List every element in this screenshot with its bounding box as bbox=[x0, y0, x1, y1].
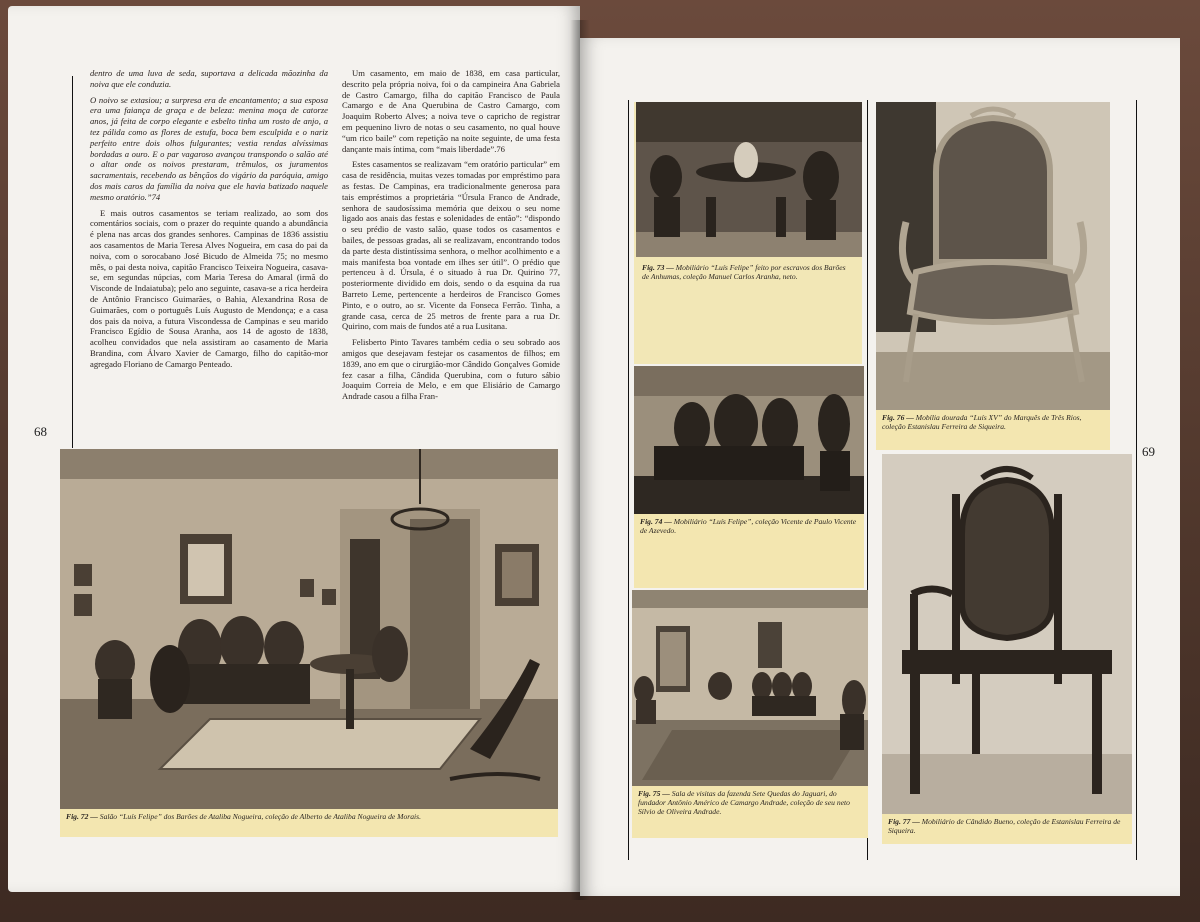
fig-76-photo bbox=[876, 102, 1110, 410]
fig-72-label: Fig. 72 — bbox=[66, 812, 98, 821]
fig-73-caption bbox=[636, 260, 860, 296]
fig-75-photo bbox=[632, 590, 868, 786]
paragraph: dentro de uma luva de seda, suportava a delicada mãozinha da noiva que ele conduzia. bbox=[90, 68, 328, 89]
fig-77-label: Fig. 77 — bbox=[888, 817, 920, 826]
right-margin-rule-left bbox=[628, 100, 629, 860]
paragraph: E mais outros casamentos se teriam realizado, ao som dos comentários sociais, com o prazer do requinte quando a abundância é plena nas arcas dos grandes senhores. Campinas de 1836 assistiu aos casamentos de Maria Teresa Alves Nogueira, em casa do pai da noiva, com o sorocabano José Bicudo de Almeida 75; no mesmo mês, o pai desta noiva, capitão Francisco Teixeira Nogueira, casava-se, em segundas núpcias, com Maria Teresa do Amaral (irmã do Visconde de Indaiatuba); pelo ano seguinte, casava-se a rica herdeira de Antônio Francisco Guimarães, o Bahia, Alexandrina Rosa de Guimarães, com o português Luís Augusto de Mendonça; e a casa dos pais da noiva, a futura Viscondessa de Campinas e seu marido Francisco Egídio de Sousa Aranha, aos 14 de agosto de 1838, acolheu convidados que nela assistiram ao casamento de Maria Brandina, com Álvaro Xavier de Camargo, filho do capitão-mor agregado Floriano de Camargo Penteado. bbox=[90, 207, 328, 369]
fig-76-label: Fig. 76 — bbox=[882, 413, 914, 422]
left-page bbox=[8, 6, 580, 892]
paragraph: Um casamento, em maio de 1838, em casa particular, descrito pela própria noiva, foi o da campineira Ana Gabriela de Castro Camargo, filha do capitão Francisco de Paula Camargo e de Ana Querubina de Castro Camargo, com Joaquim Roberto Alves; a noiva teve o capricho de registrar em pequenino livro de notas o seu casamento, no qual houve “um rico baile” com repetição na noite seguinte, de uma festa dançante mais íntima, com “mais liberdade”.76 bbox=[342, 68, 560, 154]
fig-75-label: Fig. 75 — bbox=[638, 789, 670, 798]
page-number-right: 69 bbox=[1142, 444, 1155, 459]
fig-72-caption bbox=[60, 809, 558, 837]
left-margin-rule bbox=[72, 76, 73, 448]
fig-73-photo bbox=[636, 102, 862, 257]
fig-76-caption bbox=[876, 410, 1110, 450]
fig-74-caption bbox=[634, 514, 864, 588]
text-column-1 bbox=[90, 68, 328, 375]
fig-77-caption bbox=[882, 814, 1132, 844]
fig-73-text: Mobiliário “Luís Felipe” feito por escravos dos Barões de Anhumas, coleção Manuel Carlos Aranha, neto. bbox=[642, 263, 846, 282]
paragraph: Estes casamentos se realizavam “em oratório particular” em casa de residência, muitas vezes tomadas por empréstimo para as festas. De Campinas, era tradicionalmente generosa para tais empréstimos a proprietária “Úrsula Franco de Andrade, senhora de saudosíssima memória que deixou o seu nome ligado aos anais das festas e solenidades de então”: “dispondo o seu prédio de vasto salão, quase todos os casamentos e bailes, de pessoas gradas, ali se realizavam, encontrando todos da parte desta distintíssima senhora, o melhor acolhimento e a mais manifesta boa vontade em ilhes ser útil”. O prédio que pertenceu à d. Úrsula, é o situado à rua Dr. Quirino 77, posteriormente dividido em dois, sendo o da esquina da rua Barreto Leme, pertencente a herdeiros de Francisco Gomes Pinto, e o outro, ao sr. Vicente da Fonseca Ferrão. Tinha, a grande casa, cerca de 25 metros de frente para a rua Dr. Quirino, com mais de fundos até a rua Lusitana. bbox=[342, 159, 560, 332]
paragraph: O noivo se extasiou; a surpresa era de encantamento; a sua esposa era uma faiança de graça e de beleza: menina moça de catorze anos, já feita de corpo elegante e esbelto tinha um rosto de anjo, a tez pálida como as flores de estufa, boca bem esculpida e o nariz perfeito entre dois olhos fulgurantes; vestia rendas alvíssimas bordadas a ouro. E o par vagaroso avançou transpondo o salão até o altar onde os noivos prestaram, trêmulos, os juramentos sacramentais, recebendo as bênçãos do vigário da paróquia, amigo dos mais caros da família da noiva que ele havia batizado naquele mesmo oratório.”74 bbox=[90, 94, 328, 202]
fig-74-photo bbox=[634, 366, 864, 514]
paragraph: Felisberto Pinto Tavares também cedia o seu sobrado aos amigos que desejavam festejar os casamentos de filhos; em 1839, ano em que o cirurgião-mor Cândido Gonçalves Gomide fez casar a filha, Cândida Querubina, com o futuro sábio Joaquim Correia de Melo, e em que Elisiário de Camargo Andrade casou a filha Fran- bbox=[342, 337, 560, 402]
fig-77-photo bbox=[882, 454, 1132, 814]
fig-75-text: Sala de visitas da fazenda Sete Quedas do Jaguari, do fundador Antônio Américo de Camargo Andrade, coleção de seu neto Sílvio de Oliveira Andrade. bbox=[638, 789, 850, 817]
right-page bbox=[580, 38, 1180, 896]
fig-72-text: Salão “Luís Felipe” dos Barões de Ataliba Nogueira, coleção de Alberto de Ataliba Nogueira de Morais. bbox=[99, 812, 422, 821]
fig-75-caption bbox=[632, 786, 868, 838]
right-margin-rule-right bbox=[1136, 100, 1137, 860]
fig-77-text: Mobiliário de Cândido Bueno, coleção de Estanislau Ferreira de Siqueira. bbox=[888, 817, 1121, 836]
fig-74-text: Mobiliário “Luís Felipe”, coleção Vicente de Paulo Vicente de Azevedo. bbox=[640, 517, 857, 536]
fig-72-photo bbox=[60, 449, 558, 809]
fig-73-label: Fig. 73 — bbox=[642, 263, 674, 272]
text-column-2 bbox=[342, 68, 560, 407]
fig-74-label: Fig. 74 — bbox=[640, 517, 672, 526]
page-number-left: 68 bbox=[34, 424, 47, 439]
fig-76-text: Mobília dourada “Luís XV” do Marquês de Três Rios, coleção Estanislau Ferreira de Siqueira. bbox=[882, 413, 1082, 432]
